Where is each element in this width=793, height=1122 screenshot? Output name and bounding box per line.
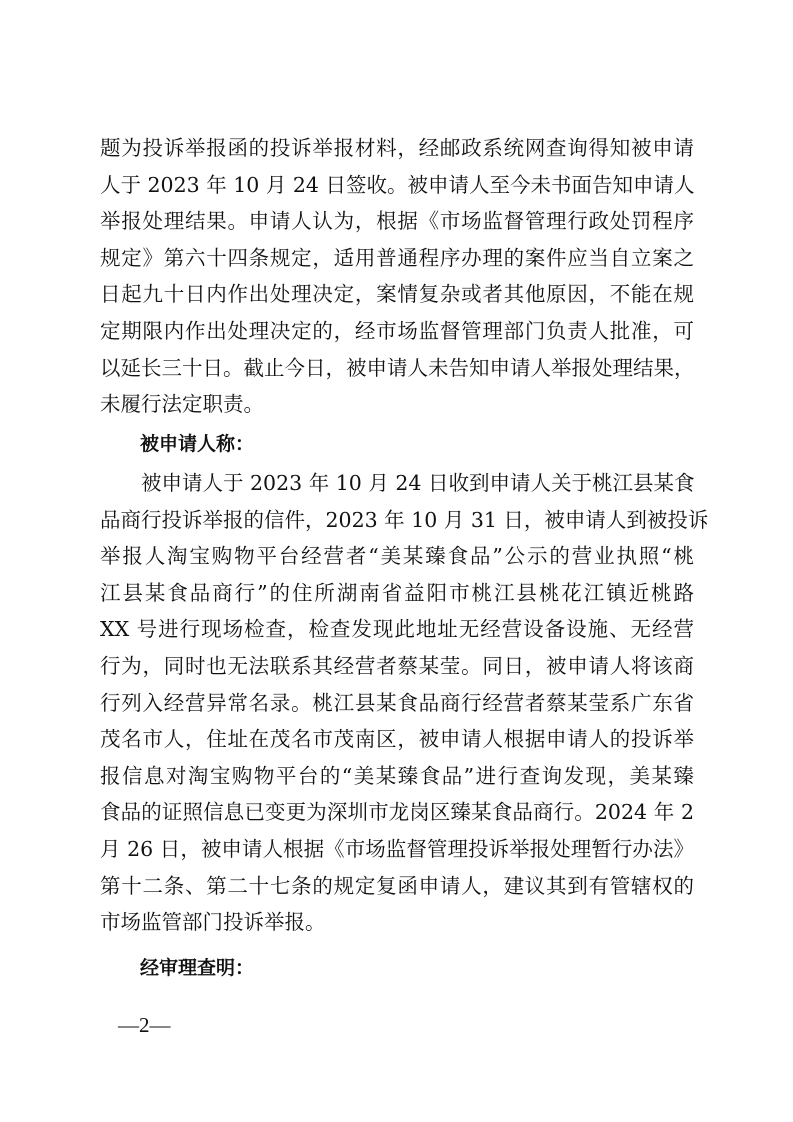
text-line: XX 号进行现场检查，检查发现此地址无经营设备设施、无经营 bbox=[100, 617, 694, 642]
section-heading-respondent-statement: 被申请人称： bbox=[140, 433, 255, 455]
page-number: —2— bbox=[118, 1013, 171, 1037]
section-heading-findings: 经审理查明： bbox=[140, 957, 255, 979]
text-line: 江县某食品商行”的住所湖南省益阳市桃江县桃花江镇近桃路 bbox=[100, 580, 694, 605]
text-line: 行列入经营异常名录。桃江县某食品商行经营者蔡某莹系广东省 bbox=[100, 690, 694, 715]
text-line: 举报处理结果。申请人认为，根据《市场监督管理行政处罚程序 bbox=[100, 209, 694, 234]
text-line: 以延长三十日。截止今日，被申请人未告知申请人举报处理结果， bbox=[100, 355, 695, 380]
text-line: 题为投诉举报函的投诉举报材料，经邮政系统网查询得知被申请 bbox=[100, 136, 694, 160]
paragraph-respondent-statement bbox=[100, 465, 709, 941]
text-line: 未履行法定职责。 bbox=[100, 392, 264, 417]
text-line: 月 26 日，被申请人根据《市场监督管理投诉举报处理暂行办法》 bbox=[100, 836, 694, 861]
text-line: 市场监管部门投诉举报。 bbox=[100, 910, 326, 935]
text-line: 被申请人于 2023 年 10 月 24 日收到申请人关于桃江县某食 bbox=[141, 471, 695, 495]
text-line: 茂名市人，住址在茂名市茂南区，被申请人根据申请人的投诉举 bbox=[100, 727, 694, 752]
text-line: 规定》第六十四条规定，适用普通程序办理的案件应当自立案之 bbox=[100, 245, 694, 270]
paragraph-applicant-claim bbox=[100, 130, 694, 423]
text-line: 行为，同时也无法联系其经营者蔡某莹。同日，被申请人将该商 bbox=[100, 653, 694, 678]
text-line: 定期限内作出处理决定的，经市场监督管理部门负责人批准，可 bbox=[100, 318, 694, 343]
text-line: 食品的证照信息已变更为深圳市龙岗区臻某食品商行。2024 年 2 bbox=[100, 800, 694, 825]
text-line: 品商行投诉举报的信件，2023 年 10 月 31 日，被申请人到被投诉 bbox=[100, 507, 709, 532]
text-line: 第十二条、第二十七条的规定复函申请人，建议其到有管辖权的 bbox=[100, 873, 694, 898]
text-line: 日起九十日内作出处理决定，案情复杂或者其他原因，不能在规 bbox=[100, 282, 694, 307]
text-line: 人于 2023 年 10 月 24 日签收。被申请人至今未书面告知申请人 bbox=[100, 172, 695, 197]
text-line: 举报人淘宝购物平台经营者“美某臻食品”公示的营业执照“桃 bbox=[100, 544, 694, 569]
text-line: 报信息对淘宝购物平台的“美某臻食品”进行查询发现，美某臻 bbox=[100, 763, 694, 788]
